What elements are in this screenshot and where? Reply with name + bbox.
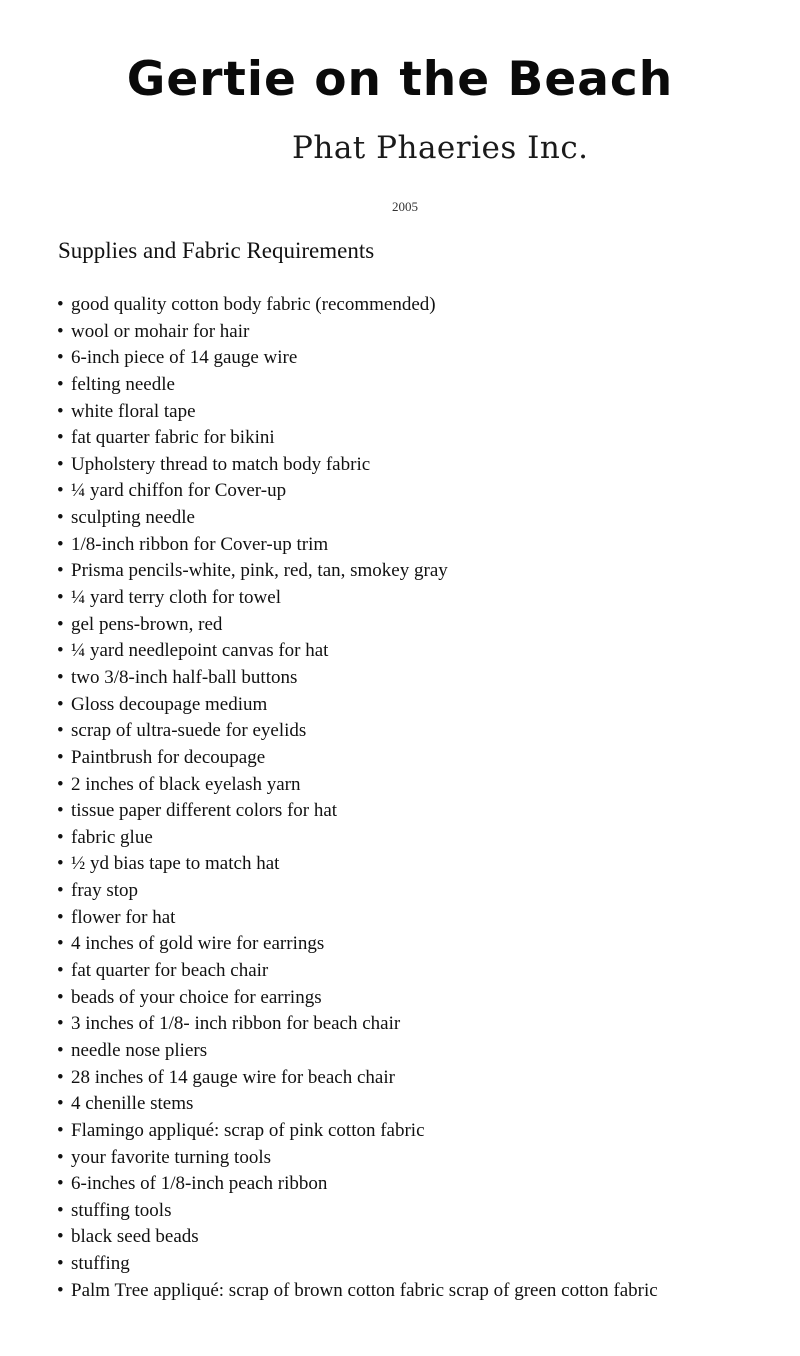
supply-item: • 1/8-inch ribbon for Cover-up trim xyxy=(57,532,658,559)
supply-item: • needle nose pliers xyxy=(57,1038,658,1065)
supply-item: • scrap of ultra-suede for eyelids xyxy=(57,718,658,745)
supply-item: • fabric glue xyxy=(57,825,658,852)
supply-item: • 6-inches of 1/8-inch peach ribbon xyxy=(57,1171,658,1198)
supplies-list xyxy=(57,292,658,1304)
supply-item: • your favorite turning tools xyxy=(57,1145,658,1172)
supply-item: • stuffing xyxy=(57,1251,658,1278)
supply-item: • ¼ yard chiffon for Cover-up xyxy=(57,478,658,505)
supply-item: • 6-inch piece of 14 gauge wire xyxy=(57,345,658,372)
document-title: Gertie on the Beach xyxy=(126,52,674,107)
supply-item: • Gloss decoupage medium xyxy=(57,692,658,719)
supply-item: • 4 inches of gold wire for earrings xyxy=(57,931,658,958)
supply-item: • fat quarter fabric for bikini xyxy=(57,425,658,452)
supply-item: • good quality cotton body fabric (recommended) xyxy=(57,292,658,319)
supply-item: • two 3/8-inch half-ball buttons xyxy=(57,665,658,692)
supply-item: • Paintbrush for decoupage xyxy=(57,745,658,772)
supply-item: • fat quarter for beach chair xyxy=(57,958,658,985)
supply-item: • Flamingo appliqué: scrap of pink cotton fabric xyxy=(57,1118,658,1145)
supply-item: • 4 chenille stems xyxy=(57,1091,658,1118)
supply-item: • Upholstery thread to match body fabric xyxy=(57,452,658,479)
publication-year: 2005 xyxy=(392,199,418,214)
supply-item: • 3 inches of 1/8- inch ribbon for beach chair xyxy=(57,1011,658,1038)
supply-item: • tissue paper different colors for hat xyxy=(57,798,658,825)
supply-item: • Prisma pencils-white, pink, red, tan, smokey gray xyxy=(57,558,658,585)
supply-item: • wool or mohair for hair xyxy=(57,319,658,346)
supply-item: • 2 inches of black eyelash yarn xyxy=(57,772,658,799)
supply-item: • sculpting needle xyxy=(57,505,658,532)
supply-item: • ½ yd bias tape to match hat xyxy=(57,851,658,878)
supply-item: • ¼ yard needlepoint canvas for hat xyxy=(57,638,658,665)
supply-item: • 28 inches of 14 gauge wire for beach chair xyxy=(57,1065,658,1092)
publisher-name: Phat Phaeries Inc. xyxy=(292,130,589,166)
supply-item: • beads of your choice for earrings xyxy=(57,985,658,1012)
section-heading: Supplies and Fabric Requirements xyxy=(58,238,375,263)
supply-item: • black seed beads xyxy=(57,1224,658,1251)
supply-item: • ¼ yard terry cloth for towel xyxy=(57,585,658,612)
supply-item: • Palm Tree appliqué: scrap of brown cotton fabric scrap of green cotton fabric xyxy=(57,1278,658,1305)
supply-item: • stuffing tools xyxy=(57,1198,658,1225)
supply-item: • fray stop xyxy=(57,878,658,905)
supply-item: • flower for hat xyxy=(57,905,658,932)
supply-item: • gel pens-brown, red xyxy=(57,612,658,639)
supply-item: • white floral tape xyxy=(57,399,658,426)
supply-item: • felting needle xyxy=(57,372,658,399)
